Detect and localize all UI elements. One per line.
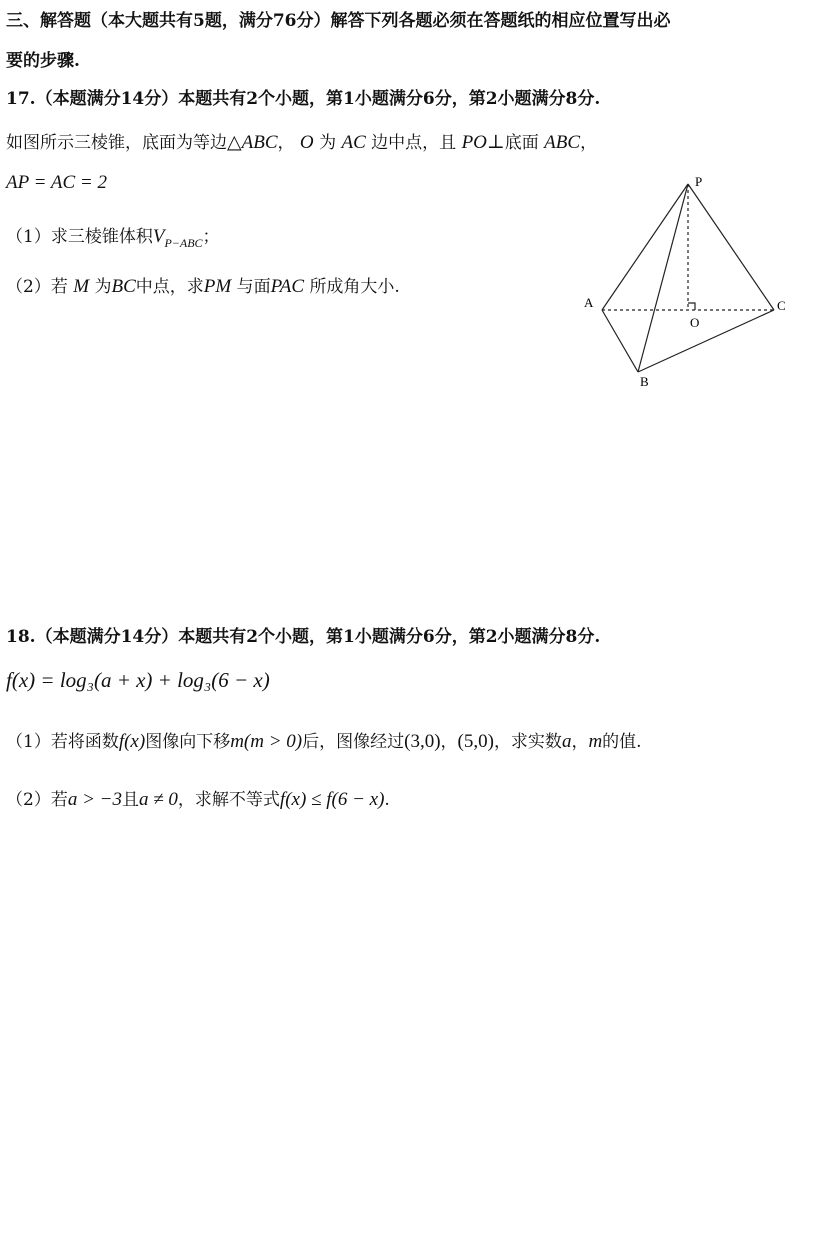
q17-stem-text-a: 如图所示三棱锥，底面为等边 xyxy=(6,133,227,153)
section-heading-line1: 三、解答题（本大题共有5题，满分76分）解答下列各题必须在答题纸的相应位置写出必 xyxy=(6,11,671,31)
volume-symbol: V xyxy=(152,226,165,247)
q17-part2-text-c: 中点，求 xyxy=(135,277,204,297)
section-heading-line2: 要的步骤. xyxy=(6,51,80,71)
q17-stem-text-c: 边中点，且 xyxy=(371,133,457,153)
q17-stem-o: O xyxy=(299,132,314,153)
edge-pa xyxy=(602,184,688,310)
q17-stem-end: ， xyxy=(580,133,598,153)
q18-point2: (5,0) xyxy=(457,731,494,752)
q17-part2 xyxy=(6,272,400,298)
q17-part2-bc: BC xyxy=(111,276,136,297)
edge-pc xyxy=(688,184,774,310)
q18-part1-mvar: m xyxy=(588,731,603,752)
label-a: A xyxy=(584,295,594,310)
q18-function: f(x) = log₃(a + x) + log₃(6 − x) xyxy=(6,668,270,692)
q18-part1-m: m(m > 0) xyxy=(230,731,303,752)
q17-part1-text: （1）求三棱锥体积 xyxy=(6,227,153,247)
q17-stem-abc2: ABC xyxy=(544,132,581,153)
q18-part1-text-a: （1）若将函数 xyxy=(6,732,119,752)
q17-part2-text-b: 为 xyxy=(94,277,112,297)
edge-bc xyxy=(638,310,774,372)
q18-part2-text-b: ，求解不等式 xyxy=(177,790,280,810)
q18-part1-a: a xyxy=(561,731,572,752)
q17-part1-end: ； xyxy=(202,227,220,247)
q17-part2-pm: PM xyxy=(203,276,232,297)
q17-stem xyxy=(6,128,597,154)
perpendicular-symbol: ⊥ xyxy=(486,132,505,153)
q18-part1-text-b: 图像向下移 xyxy=(145,732,231,752)
q18-part2-end: . xyxy=(384,790,390,810)
q18-part2-text-a: （2）若 xyxy=(6,790,68,810)
q18-header: 18.（本题满分14分）本题共有2个小题，第1小题满分6分，第2小题满分8分. xyxy=(6,627,601,647)
label-b: B xyxy=(640,374,649,389)
q18-part1-end: 的值. xyxy=(602,732,642,752)
q17-part2-m: M xyxy=(73,276,90,297)
q18-part2 xyxy=(6,785,390,811)
label-o: O xyxy=(690,315,700,330)
q18-part1-fx: f(x) xyxy=(118,731,146,752)
label-c: C xyxy=(777,298,786,313)
q18-part1-text-d: ，求实数 xyxy=(493,732,562,752)
triangle-symbol: △ xyxy=(227,132,242,153)
edge-ab xyxy=(602,310,638,372)
q17-part2-text-a: （2）若 xyxy=(6,277,68,297)
q17-part2-text-e: 所成角大小. xyxy=(309,277,400,297)
q17-part2-pac: PAC xyxy=(270,276,305,297)
q18-part1-sep: ， xyxy=(440,732,458,752)
q17-part2-text-d: 与面 xyxy=(236,277,271,297)
label-p: P xyxy=(695,174,703,189)
q17-part1 xyxy=(6,222,220,251)
q18-part2-cond2: a ≠ 0 xyxy=(138,789,178,810)
q17-stem-po: PO xyxy=(461,132,487,153)
q18-part2-inequality: f(x) ≤ f(6 − x) xyxy=(279,789,385,810)
q18-part1 xyxy=(6,727,642,753)
q18-point1: (3,0) xyxy=(404,731,441,752)
volume-subscript: P−ABC xyxy=(164,236,203,250)
q17-stem-text-b: 为 xyxy=(319,133,337,153)
q17-stem-comma: ， xyxy=(277,133,295,153)
q17-condition: AP = AC = 2 xyxy=(6,172,107,193)
right-angle-mark xyxy=(688,303,695,310)
q18-part1-comma: ， xyxy=(571,732,589,752)
q17-stem-abc: ABC xyxy=(241,132,278,153)
pyramid-diagram xyxy=(578,172,798,394)
q17-header: 17.（本题满分14分）本题共有2个小题，第1小题满分6分，第2小题满分8分. xyxy=(6,89,601,109)
edge-pb xyxy=(638,184,688,372)
q18-part2-cond1: a > −3 xyxy=(67,789,122,810)
q17-stem-text-d: 底面 xyxy=(504,133,539,153)
q18-part1-text-c: 后，图像经过 xyxy=(302,732,405,752)
q17-stem-ac: AC xyxy=(341,132,366,153)
q18-part2-and: 且 xyxy=(121,790,139,810)
